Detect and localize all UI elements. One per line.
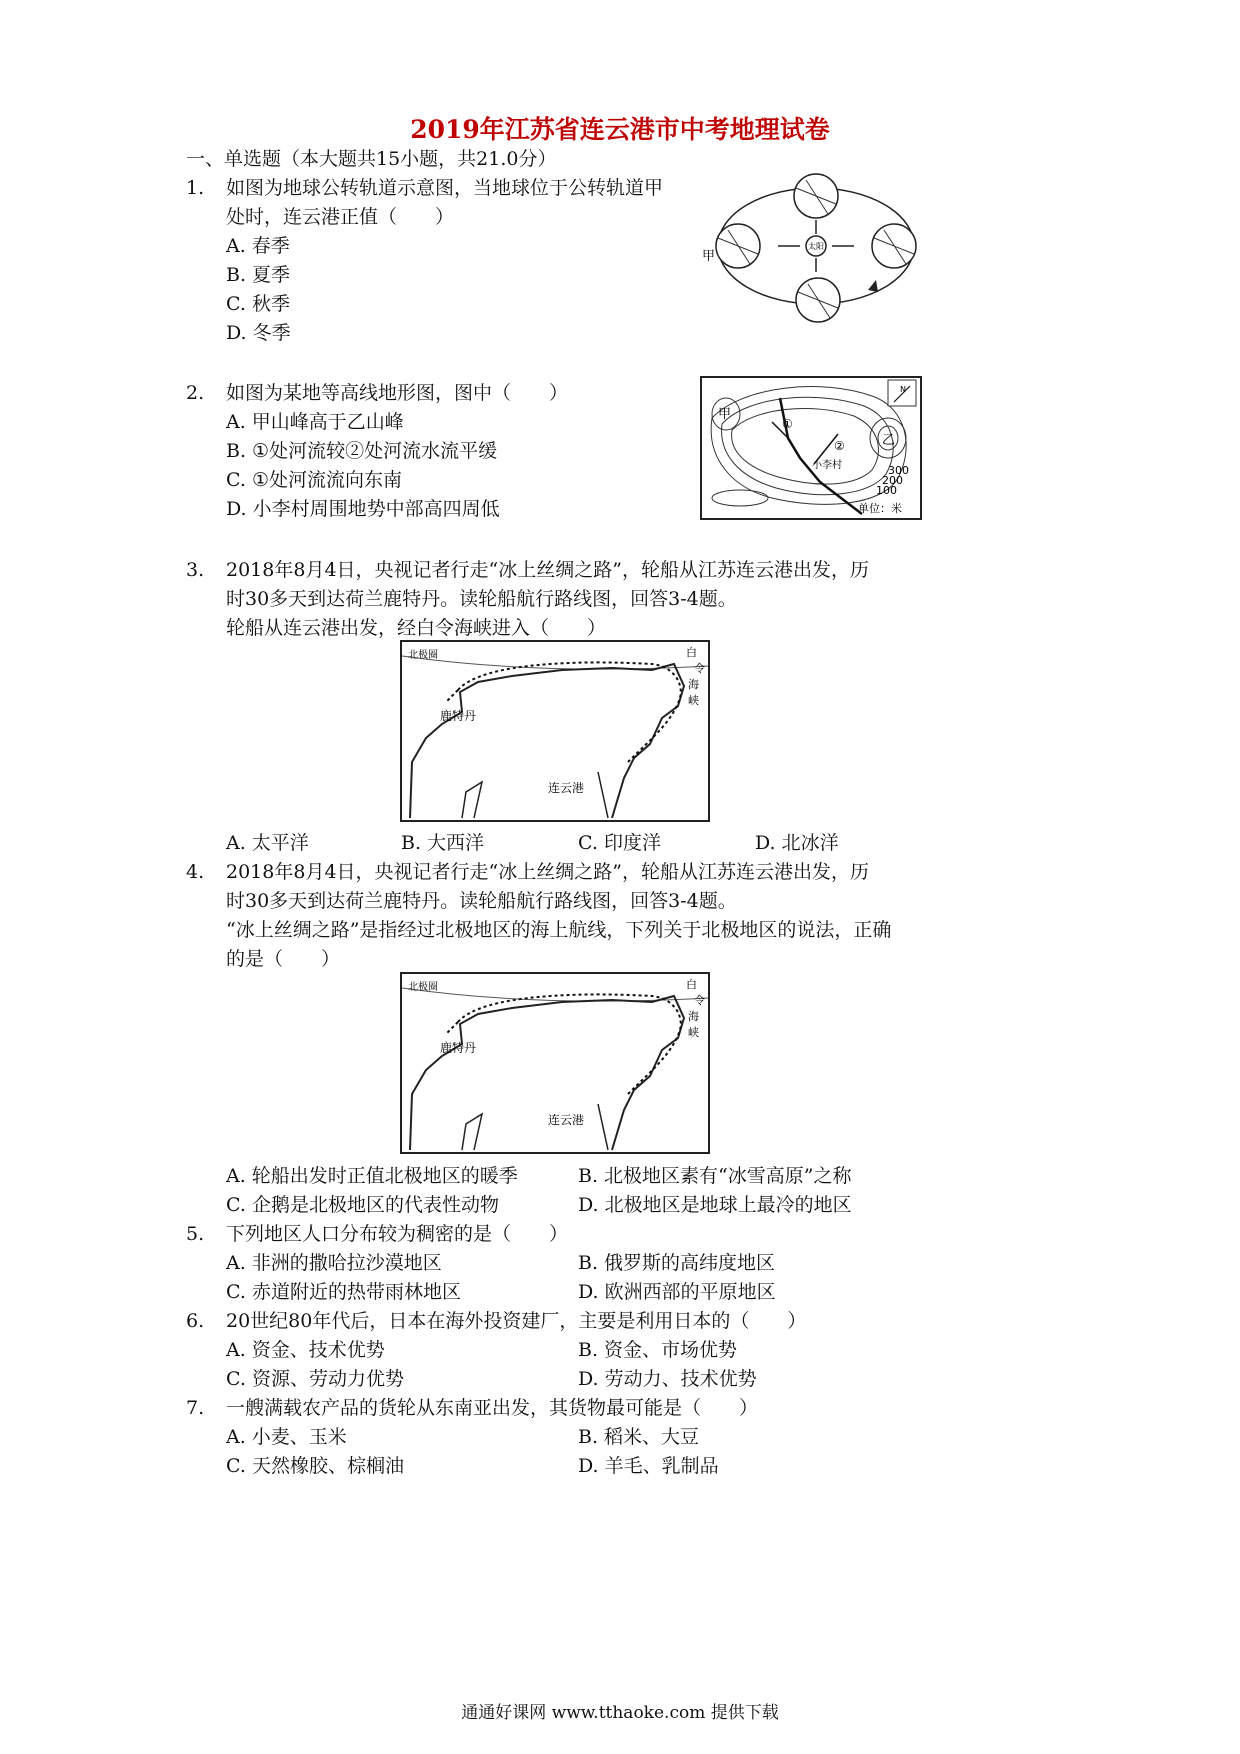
- route-map-q4: [400, 972, 710, 1154]
- q4-option-b[interactable]: B. 北极地区素有“冰雪高原”之称: [578, 1165, 852, 1187]
- q4-stem-line4: 的是（ ）: [226, 948, 341, 970]
- contour-100: 100: [876, 484, 897, 497]
- q6-number: 6.: [186, 1310, 205, 1332]
- q4-number: 4.: [186, 861, 205, 883]
- q1-number: 1.: [186, 177, 205, 199]
- sun-label: 太阳: [808, 242, 824, 251]
- strait-char-2: 令: [694, 662, 705, 675]
- lianyungang-label: 连云港: [548, 1113, 585, 1127]
- section-heading: 一、单选题（本大题共15小题，共21.0分）: [186, 148, 557, 170]
- q5-stem: 下列地区人口分布较为稠密的是（ ）: [226, 1223, 569, 1245]
- q3-option-b[interactable]: B. 大西洋: [401, 832, 485, 854]
- q6-option-a[interactable]: A. 资金、技术优势: [226, 1339, 385, 1361]
- river-point-1: ①: [782, 417, 793, 431]
- page-footer: 通通好课网 www.tthaoke.com 提供下载: [461, 1703, 779, 1723]
- q7-option-a[interactable]: A. 小麦、玉米: [226, 1426, 347, 1448]
- q5-option-c[interactable]: C. 赤道附近的热带雨林地区: [226, 1281, 461, 1303]
- q3-number: 3.: [186, 559, 205, 581]
- q6-option-d[interactable]: D. 劳动力、技术优势: [578, 1368, 757, 1390]
- q3-stem-line1: 2018年8月4日，央视记者行走“冰上丝绸之路”，轮船从江苏连云港出发，历: [226, 559, 869, 581]
- q2-option-d[interactable]: D. 小李村周围地势中部高四周低: [226, 498, 500, 520]
- arctic-circle-label: 北极圈: [408, 650, 438, 661]
- q2-number: 2.: [186, 382, 205, 404]
- q7-option-b[interactable]: B. 稻米、大豆: [578, 1426, 700, 1448]
- q6-option-c[interactable]: C. 资源、劳动力优势: [226, 1368, 404, 1390]
- strait-char-3: 海: [688, 1010, 699, 1023]
- q2-option-c[interactable]: C. ①处河流流向东南: [226, 469, 402, 491]
- q1-stem-line2: 处时，连云港正值（ ）: [226, 206, 455, 228]
- q4-stem-line1: 2018年8月4日，央视记者行走“冰上丝绸之路”，轮船从江苏连云港出发，历: [226, 861, 869, 883]
- q1-option-b[interactable]: B. 夏季: [226, 264, 291, 286]
- q2-option-a[interactable]: A. 甲山峰高于乙山峰: [226, 411, 404, 433]
- strait-char-3: 海: [688, 678, 699, 691]
- page-title: 2019年江苏省连云港市中考地理试卷: [410, 115, 830, 144]
- arctic-circle-label: 北极圈: [408, 982, 438, 993]
- q7-option-c[interactable]: C. 天然橡胶、棕榈油: [226, 1455, 404, 1477]
- strait-char-4: 峡: [688, 1026, 699, 1039]
- q5-option-d[interactable]: D. 欧洲西部的平原地区: [578, 1281, 776, 1303]
- peak-jia-label: 甲: [718, 407, 732, 422]
- q2-option-b[interactable]: B. ①处河流较②处河流水流平缓: [226, 440, 498, 462]
- strait-char-2: 令: [694, 994, 705, 1007]
- contour-map: [700, 376, 922, 520]
- rotterdam-label: 鹿特丹: [440, 709, 477, 723]
- q1-stem-line1: 如图为地球公转轨道示意图，当地球位于公转轨道甲: [226, 177, 664, 199]
- q5-option-b[interactable]: B. 俄罗斯的高纬度地区: [578, 1252, 776, 1274]
- q3-stem-line3: 轮船从连云港出发，经白令海峡进入（ ）: [226, 617, 607, 639]
- q3-option-c[interactable]: C. 印度洋: [578, 832, 661, 854]
- q5-option-a[interactable]: A. 非洲的撒哈拉沙漠地区: [226, 1252, 442, 1274]
- north-arrow-label: N: [900, 385, 906, 394]
- strait-char-1: 白: [686, 646, 697, 659]
- contour-200: 200: [882, 474, 903, 487]
- q4-stem-line2: 时30多天到达荷兰鹿特丹。读轮船航行路线图，回答3-4题。: [226, 890, 737, 912]
- orbit-label-jia: 甲: [702, 249, 716, 264]
- q6-option-b[interactable]: B. 资金、市场优势: [578, 1339, 738, 1361]
- strait-char-4: 峡: [688, 694, 699, 707]
- q7-stem: 一艘满载农产品的货轮从东南亚出发，其货物最可能是（ ）: [226, 1397, 759, 1419]
- contour-300: 300: [888, 464, 909, 477]
- river-point-2: ②: [834, 439, 845, 453]
- q7-option-d[interactable]: D. 羊毛、乳制品: [578, 1455, 719, 1477]
- unit-label: 单位：米: [858, 502, 902, 515]
- q4-option-d[interactable]: D. 北极地区是地球上最冷的地区: [578, 1194, 852, 1216]
- q3-option-d[interactable]: D. 北冰洋: [755, 832, 839, 854]
- q6-stem: 20世纪80年代后，日本在海外投资建厂，主要是利用日本的（ ）: [226, 1310, 807, 1332]
- peak-yi-label: 乙: [882, 433, 896, 448]
- q3-stem-line2: 时30多天到达荷兰鹿特丹。读轮船航行路线图，回答3-4题。: [226, 588, 737, 610]
- q3-option-a[interactable]: A. 太平洋: [226, 832, 309, 854]
- rotterdam-label: 鹿特丹: [440, 1041, 477, 1055]
- q2-stem: 如图为某地等高线地形图，图中（ ）: [226, 382, 569, 404]
- q4-option-a[interactable]: A. 轮船出发时正值北极地区的暖季: [226, 1165, 518, 1187]
- q4-stem-line3: “冰上丝绸之路”是指经过北极地区的海上航线，下列关于北极地区的说法，正确: [226, 919, 892, 941]
- q1-option-c[interactable]: C. 秋季: [226, 293, 290, 315]
- village-label: 小李村: [812, 460, 842, 471]
- q4-option-c[interactable]: C. 企鹅是北极地区的代表性动物: [226, 1194, 499, 1216]
- q7-number: 7.: [186, 1397, 205, 1419]
- strait-char-1: 白: [686, 978, 697, 991]
- q1-option-a[interactable]: A. 春季: [226, 235, 290, 257]
- route-map-q3: [400, 640, 710, 822]
- lianyungang-label: 连云港: [548, 781, 585, 795]
- q1-option-d[interactable]: D. 冬季: [226, 322, 291, 344]
- orbit-diagram: [696, 168, 924, 324]
- q5-number: 5.: [186, 1223, 205, 1245]
